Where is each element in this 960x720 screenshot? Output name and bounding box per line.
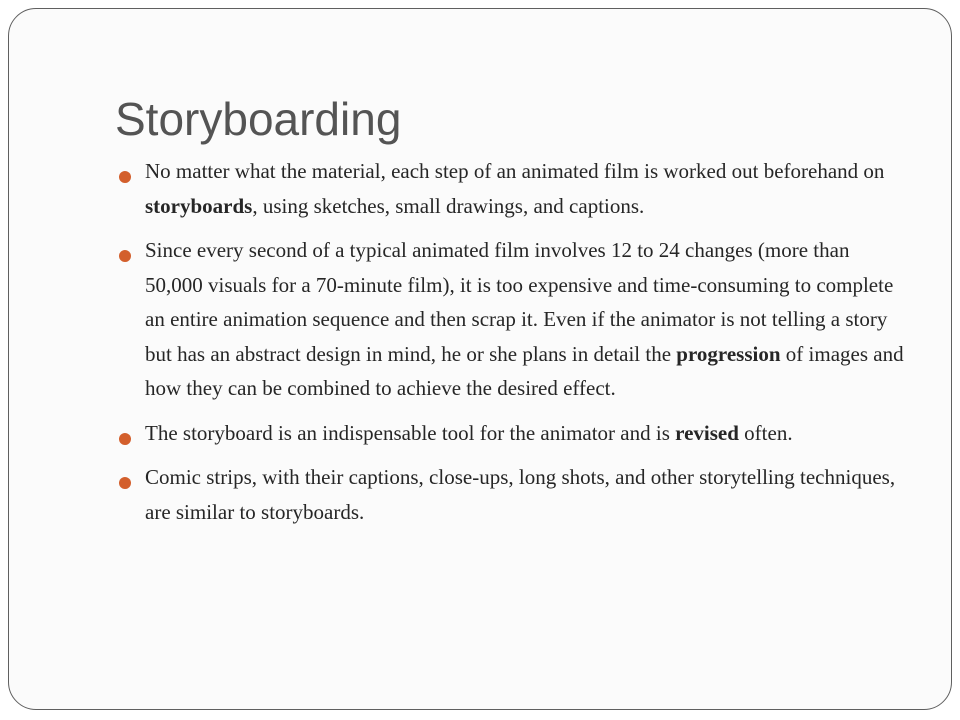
bullet-keyword: progression: [676, 341, 781, 366]
bullet-keyword: revised: [675, 420, 739, 445]
bullet-dot-icon: [119, 250, 131, 262]
bullet-text: [145, 465, 895, 524]
bullet-text-part: of images and how they can be combined to achieve the desired effect.: [145, 341, 904, 400]
bullet-text: [145, 421, 793, 445]
bullet-text-part: Since every second of a typical animated film involves 12 to 24 changes (more than 50,000 visuals for a 70-minute film), it is too expensive and time-consuming to complete an entire animation sequence and then scrap it. Even if the animator is not telling a story but has an abstract design in mind, he or she plans in detail the: [145, 238, 894, 366]
bullet-text: [145, 159, 884, 218]
bullet-item: [117, 460, 907, 529]
bullet-text-part: No matter what the material, each step of an animated film is worked out beforehand on: [145, 159, 885, 183]
bullet-item: [117, 416, 907, 451]
bullet-list: [117, 154, 907, 539]
bullet-dot-icon: [119, 477, 131, 489]
bullet-text: [145, 238, 904, 400]
bullet-dot-icon: [119, 433, 131, 445]
bullet-text-part: The storyboard is an indispensable tool for the animator and is: [145, 420, 676, 445]
bullet-item: [117, 233, 907, 406]
bullet-item: [117, 154, 907, 223]
bullet-text-part: Comic strips, with their captions, close-ups, long shots, and other storytelling techniques, are similar to storyboards.: [145, 465, 896, 524]
slide-frame: [8, 8, 952, 710]
bullet-keyword: storyboards: [145, 193, 253, 218]
slide-title: Storyboarding: [115, 93, 402, 145]
bullet-text-part: , using sketches, small drawings, and captions.: [252, 193, 645, 218]
bullet-dot-icon: [119, 171, 131, 183]
bullet-text-part: often.: [738, 420, 793, 445]
